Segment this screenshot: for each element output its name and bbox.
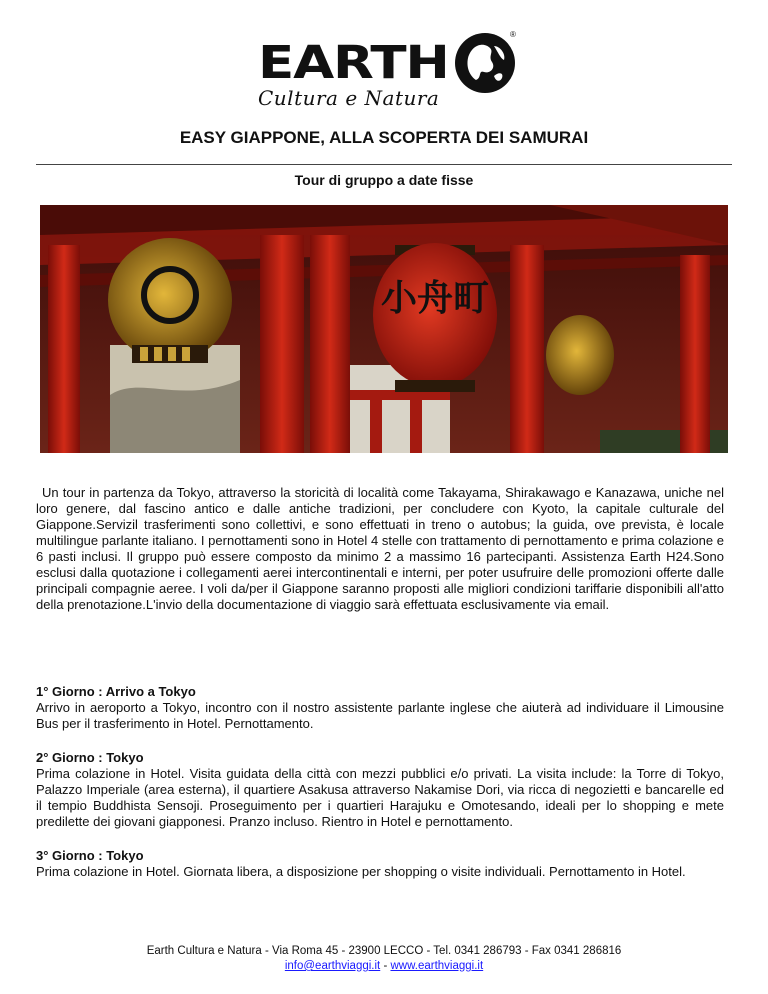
day-2-text: Prima colazione in Hotel. Visita guidata della città con mezzi pubblici e/o privati. La visita include: la Torre di Tokyo, Palazzo Imperiale (area esterna), il quartiere Asakusa attraverso Nakamise Dori, via ricca di negozietti e bancarelle ed il tempio Buddhista Sensoji. Proseguimento per i quartieri Harajuku e Omotesando, ideali per lo shopping e mete predilette dei giovani giapponesi. Pranzo incluso. Rientro in Hotel e pernottamento. bbox=[36, 766, 724, 829]
footer-address: Earth Cultura e Natura - Via Roma 45 - 23900 LECCO - Tel. 0341 286793 - Fax 0341 286816 bbox=[146, 945, 622, 957]
day-2-title: 2° Giorno : Tokyo bbox=[36, 750, 144, 765]
temple-gate-illustration bbox=[40, 205, 728, 453]
logo-brand: EARTH bbox=[258, 36, 449, 89]
day-1 bbox=[36, 684, 724, 732]
day-1-text: Arrivo in aeroporto a Tokyo, incontro con il nostro assistente parlante inglese che aiuterà ad individuare il Limousine Bus per il trasferimento in Hotel. Pernottamento. bbox=[36, 700, 724, 731]
temple-gate-photo bbox=[40, 205, 728, 453]
footer-contacts bbox=[0, 959, 768, 974]
website-link[interactable]: www.earthviaggi.it bbox=[390, 960, 484, 972]
page-subtitle: Tour di gruppo a date fisse bbox=[294, 172, 474, 188]
registered-mark: ® bbox=[510, 30, 516, 39]
earth-logo bbox=[256, 30, 526, 112]
tour-intro: Un tour in partenza da Tokyo, attraverso la storicità di località come Takayama, Shirakawago e Kanazawa, uniche nel loro genere, dal fascino antico e dalle antiche tradizioni, per concludere con Kyoto, la capitale culturale del Giappone.Servizil trasferimenti sono collettivi, e sono effettuati in treno o autobus; la guida, ove prevista, è locale multilingue parlante italiano. I pernottamenti sono in Hotel 4 stelle con trattamento di pernottamento e prima colazione e 6 pasti inclusi. Il gruppo può essere composto da minimo 2 a massimo 16 partecipanti. Assistenza Earth H24.Sono esclusi dalla quotazione i collegamenti aerei intercontinentali e interni, per poter usufruire delle promozioni offerte dalle principali compagnie aeree. I voli da/per il Giappone saranno proposti alle migliori condizioni tariffarie disponibili all'atto della prenotazione.L'invio della documentazione di viaggio sarà effettuata esclusivamente via email. bbox=[36, 485, 724, 612]
day-2 bbox=[36, 750, 724, 830]
email-link[interactable]: info@earthviaggi.it bbox=[284, 960, 381, 972]
footer-separator: - bbox=[380, 960, 391, 972]
title-divider bbox=[36, 164, 732, 165]
day-1-title: 1° Giorno : Arrivo a Tokyo bbox=[36, 684, 196, 699]
page-footer bbox=[0, 944, 768, 974]
day-3-title: 3° Giorno : Tokyo bbox=[36, 848, 144, 863]
day-3 bbox=[36, 848, 724, 880]
logo-tagline: Cultura e Natura bbox=[258, 86, 440, 110]
globe-icon bbox=[454, 32, 516, 94]
page-title: EASY GIAPPONE, ALLA SCOPERTA DEI SAMURAI bbox=[179, 128, 589, 147]
day-3-text: Prima colazione in Hotel. Giornata libera, a disposizione per shopping o visite individuali. Pernottamento in Hotel. bbox=[36, 864, 686, 879]
lantern-calligraphy: 小舟町 bbox=[380, 278, 490, 319]
